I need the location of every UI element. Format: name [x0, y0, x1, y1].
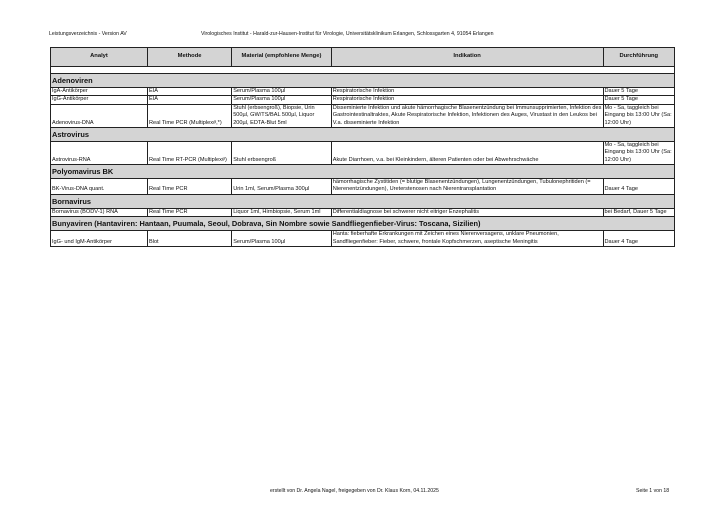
cell-title: Adenoviren	[51, 74, 675, 88]
cell-material: Stuhl (erbsengroß), Biopsie, Urin 500µl, GW/TS/BAL 500µl, Liquor 200µl, EDTA-Blut 5ml	[232, 104, 332, 127]
cell-analyt: Adenovirus-DNA	[51, 104, 148, 127]
cell-durchfuehrung: Mo - Sa, taggleich bei Eingang bis 13:00 Uhr (Sa: 12:00 Uhr)	[603, 141, 674, 164]
page-number: Seite 1 von 18	[636, 488, 670, 494]
header-left: Leistungsverzeichnis - Version AV	[49, 31, 127, 37]
col-material: Material (empfohlene Menge)	[232, 48, 332, 67]
cell-durchfuehrung: Mo - Sa, taggleich bei Eingang bis 13:00 Uhr (Sa: 12:00 Uhr)	[603, 104, 674, 127]
cell-analyt: Bornavirus (BODV-1) RNA	[51, 208, 148, 216]
cell-methode: Real Time PCR	[147, 208, 231, 216]
cell-material: Stuhl erbsengroß	[232, 141, 332, 164]
cell-material: Urin 1ml, Serum/Plasma 300µl	[232, 179, 332, 195]
col-durchfuehrung: Durchführung	[603, 48, 674, 67]
cell-durchfuehrung: Dauer 4 Tage	[603, 231, 674, 247]
cell-analyt: BK-Virus-DNA quant.	[51, 179, 148, 195]
col-indikation: Indikation	[331, 48, 603, 67]
table-row	[51, 104, 675, 127]
cell-indikation: Respiratorische Infektion	[331, 88, 603, 96]
table-row	[51, 179, 675, 195]
group-header	[51, 165, 675, 179]
cell-title: Bornavirus	[51, 194, 675, 208]
service-table	[50, 47, 675, 247]
footer-author: erstellt von Dr. Angela Nagel, freigegeben von Dr. Klaus Korn, 04.11.2025	[270, 488, 439, 494]
cell-indikation: Hanta: fieberhafte Erkrankungen mit Zeichen eines Nierenversagens, unklare Pneumonien, Sandfliegenfieber: Fieber, schwere, frontale Kopfschmerzen, aseptische Meningitis	[331, 231, 603, 247]
cell-analyt: IgA-Antikörper	[51, 88, 148, 96]
cell-methode: Real Time RT-PCR (Multiplex#)	[147, 141, 231, 164]
cell-durchfuehrung: bei Bedarf, Dauer 5 Tage	[603, 208, 674, 216]
group-header	[51, 127, 675, 141]
cell-title: Polyomavirus BK	[51, 165, 675, 179]
group-header	[51, 74, 675, 88]
table-row	[51, 88, 675, 96]
cell-analyt: IgG- und IgM-Antikörper	[51, 231, 148, 247]
table-row	[51, 96, 675, 104]
table-row	[51, 208, 675, 216]
cell-material: Serum/Plasma 100µl	[232, 231, 332, 247]
table-row	[51, 231, 675, 247]
cell-analyt: Astrovirus-RNA	[51, 141, 148, 164]
cell-indikation: Akute Diarrhoen, v.a. bei Kleinkindern, älteren Patienten oder bei Abwehrschwäche	[331, 141, 603, 164]
cell-indikation: Disseminierte Infektion und akute hämorrhagische Blasenentzündung bei Immunsupprimierten, Infektion des Gastrointestinaltraktes, Akute Respiratorische Infektion, Infektionen des Auges, Virustast in den Leukos bei V.a. disseminierte Infektion	[332, 104, 602, 126]
table-row	[51, 141, 675, 164]
cell-methode: EIA	[147, 88, 231, 96]
header-right: Virologisches Institut - Harald-zur-Hausen-Institut für Virologie, Universitätsklinikum Erlangen, Schlossgarten 4, 91054 Erlangen	[201, 31, 494, 37]
cell-methode: EIA	[147, 96, 231, 104]
cell-methode: Real Time PCR	[147, 179, 231, 195]
group-header	[51, 194, 675, 208]
cell-indikation: Respiratorische Infektion	[331, 96, 603, 104]
cell-methode: Blot	[147, 231, 231, 247]
cell-durchfuehrung: Dauer 5 Tage	[603, 96, 674, 104]
table-header-row	[51, 48, 675, 67]
col-methode: Methode	[147, 48, 231, 67]
cell-title: Bunyaviren (Hantaviren: Hantaan, Puumala, Seoul, Dobrava, Sin Nombre sowie Sandfliegenfieber-Virus: Toscana, Sizilien)	[51, 217, 675, 231]
col-analyt: Analyt	[51, 48, 148, 67]
cell-material: Serum/Plasma 100µl	[232, 96, 332, 104]
cell-material: Serum/Plasma 100µl	[232, 88, 332, 96]
cell-indikation: hämorrhagische Zystitiden (= blutige Blasenentzündungen), Lungenentzündungen, Tubulonephritiden (= Nierenentzündungen), Ureterstenosen nach Nierentransplantation	[331, 179, 603, 195]
cell-analyt: IgG-Antikörper	[51, 96, 148, 104]
cell-durchfuehrung: Dauer 5 Tage	[603, 88, 674, 96]
cell-durchfuehrung: Dauer 4 Tage	[603, 179, 674, 195]
cell-methode: Real Time PCR (Multiplex#,*)	[147, 104, 231, 127]
cell-title: Astrovirus	[51, 127, 675, 141]
cell-indikation: Differentialdiagnose bei schwerer nicht eitriger Enzephalitis	[331, 208, 603, 216]
cell-material: Liquor 1ml, Hirnbiopsie, Serum 1ml	[232, 208, 332, 216]
group-header	[51, 217, 675, 231]
